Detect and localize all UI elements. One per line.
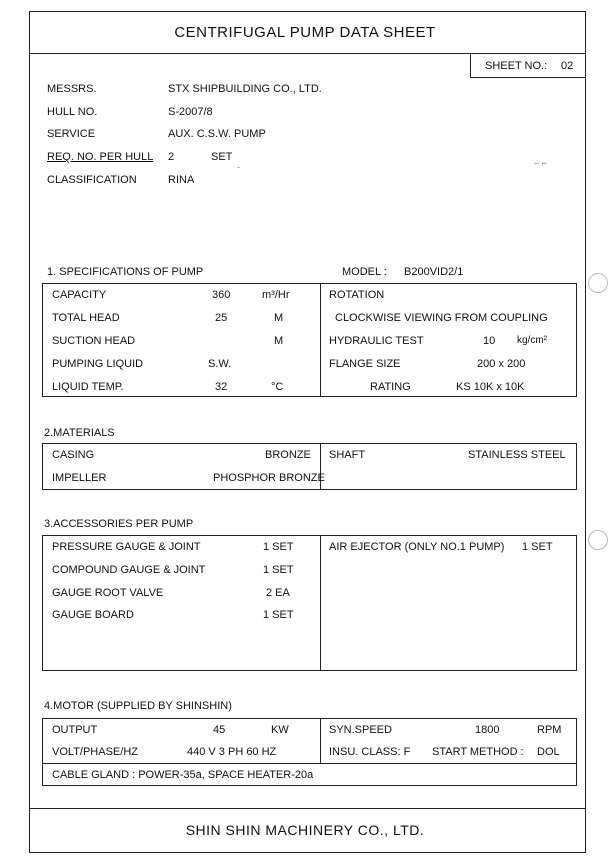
footer-divider [29, 808, 586, 809]
air-ejector-label: AIR EJECTOR (ONLY NO.1 PUMP) [329, 541, 505, 553]
motor-heading: 4.MOTOR (SUPPLIED BY SHINSHIN) [44, 700, 232, 712]
accessory-qty: 1 SET [263, 541, 294, 553]
service-label: SERVICE [47, 128, 96, 140]
req-no-value: 2 [168, 151, 175, 163]
output-unit: KW [271, 724, 289, 736]
accessory-qty: 1 SET [263, 564, 294, 576]
messrs-value: STX SHIPBUILDING CO., LTD. [168, 83, 322, 95]
spec-label: SUCTION HEAD [52, 335, 136, 347]
rating-label: RATING [370, 381, 411, 393]
volt-phase-hz-label: VOLT/PHASE/HZ [52, 746, 138, 758]
spec-unit: °C [271, 381, 284, 393]
service-value: AUX. C.S.W. PUMP [168, 128, 266, 140]
spec-unit: M [274, 312, 284, 324]
accessories-table [42, 535, 577, 671]
start-method-value: DOL [537, 746, 560, 758]
casing-label: CASING [52, 449, 95, 461]
model-label: MODEL : [342, 266, 387, 278]
model-value: B200VID2/1 [404, 266, 464, 278]
hydraulic-test-label: HYDRAULIC TEST [329, 335, 424, 347]
hydraulic-test-value: 10 [483, 335, 496, 347]
spec-label: TOTAL HEAD [52, 312, 120, 324]
accessories-heading: 3.ACCESSORIES PER PUMP [44, 518, 194, 530]
start-method-label: START METHOD : [432, 746, 524, 758]
accessory-qty: 1 SET [263, 609, 294, 621]
req-no-label: REQ. NO. PER HULL [47, 151, 154, 163]
syn-speed-unit: RPM [537, 724, 562, 736]
motor-row-divider [42, 763, 577, 764]
cable-gland: CABLE GLAND : POWER-35a, SPACE HEATER-20a [52, 769, 314, 781]
impeller-value: PHOSPHOR BRONZE [213, 472, 325, 484]
air-ejector-qty: 1 SET [522, 541, 553, 553]
materials-heading: 2.MATERIALS [44, 427, 115, 439]
accessory-qty: 2 EA [266, 587, 290, 599]
sheet-number-label: SHEET NO.: [485, 60, 548, 72]
accessory-label: COMPOUND GAUGE & JOINT [52, 564, 206, 576]
flange-size-label: FLANGE SIZE [329, 358, 401, 370]
accessory-label: PRESSURE GAUGE & JOINT [52, 541, 201, 553]
rotation-label: ROTATION [329, 289, 385, 301]
impeller-label: IMPELLER [52, 472, 107, 484]
spec-unit: m³/Hr [262, 289, 290, 301]
volt-phase-hz-value: 440 V 3 PH 60 HZ [187, 746, 277, 758]
specs-heading: 1. SPECIFICATIONS OF PUMP [47, 266, 204, 278]
shaft-label: SHAFT [329, 449, 366, 461]
output-value: 45 [213, 724, 226, 736]
punch-hole-mark [588, 530, 608, 550]
specs-divider [320, 283, 321, 397]
accessories-divider [320, 535, 321, 671]
stray-mark: – ⌐ [534, 158, 547, 168]
insulation-class: INSU. CLASS: F [329, 746, 411, 758]
accessory-label: GAUGE ROOT VALVE [52, 587, 164, 599]
syn-speed-label: SYN.SPEED [329, 724, 392, 736]
rotation-value: CLOCKWISE VIEWING FROM COUPLING [335, 312, 548, 324]
spec-value: 360 [212, 289, 231, 301]
spec-label: CAPACITY [52, 289, 107, 301]
punch-hole-mark [588, 273, 608, 293]
page-title: CENTRIFUGAL PUMP DATA SHEET [174, 24, 436, 41]
spec-label: LIQUID TEMP. [52, 381, 124, 393]
spec-label: PUMPING LIQUID [52, 358, 144, 370]
syn-speed-value: 1800 [475, 724, 500, 736]
shaft-value: STAINLESS STEEL [468, 449, 566, 461]
classification-label: CLASSIFICATION [47, 174, 137, 186]
casing-value: BRONZE [265, 449, 311, 461]
output-label: OUTPUT [52, 724, 98, 736]
sheet-number-value: 02 [561, 60, 574, 72]
spec-value: 25 [215, 312, 228, 324]
hull-no-value: S-2007/8 [168, 106, 213, 118]
hydraulic-test-unit: kg/cm² [517, 335, 547, 346]
req-no-unit: SET [211, 151, 233, 163]
spec-value: S.W. [208, 358, 232, 370]
accessory-label: GAUGE BOARD [52, 609, 134, 621]
flange-size-value: 200 x 200 [477, 358, 526, 370]
stray-dot: - [237, 162, 240, 172]
hull-no-label: HULL NO. [47, 106, 98, 118]
spec-value: 32 [215, 381, 228, 393]
messrs-label: MESSRS. [47, 83, 97, 95]
spec-unit: M [274, 335, 284, 347]
motor-divider [320, 718, 321, 763]
company-name: SHIN SHIN MACHINERY CO., LTD. [185, 822, 425, 838]
classification-value: RINA [168, 174, 195, 186]
rating-value: KS 10K x 10K [456, 381, 525, 393]
